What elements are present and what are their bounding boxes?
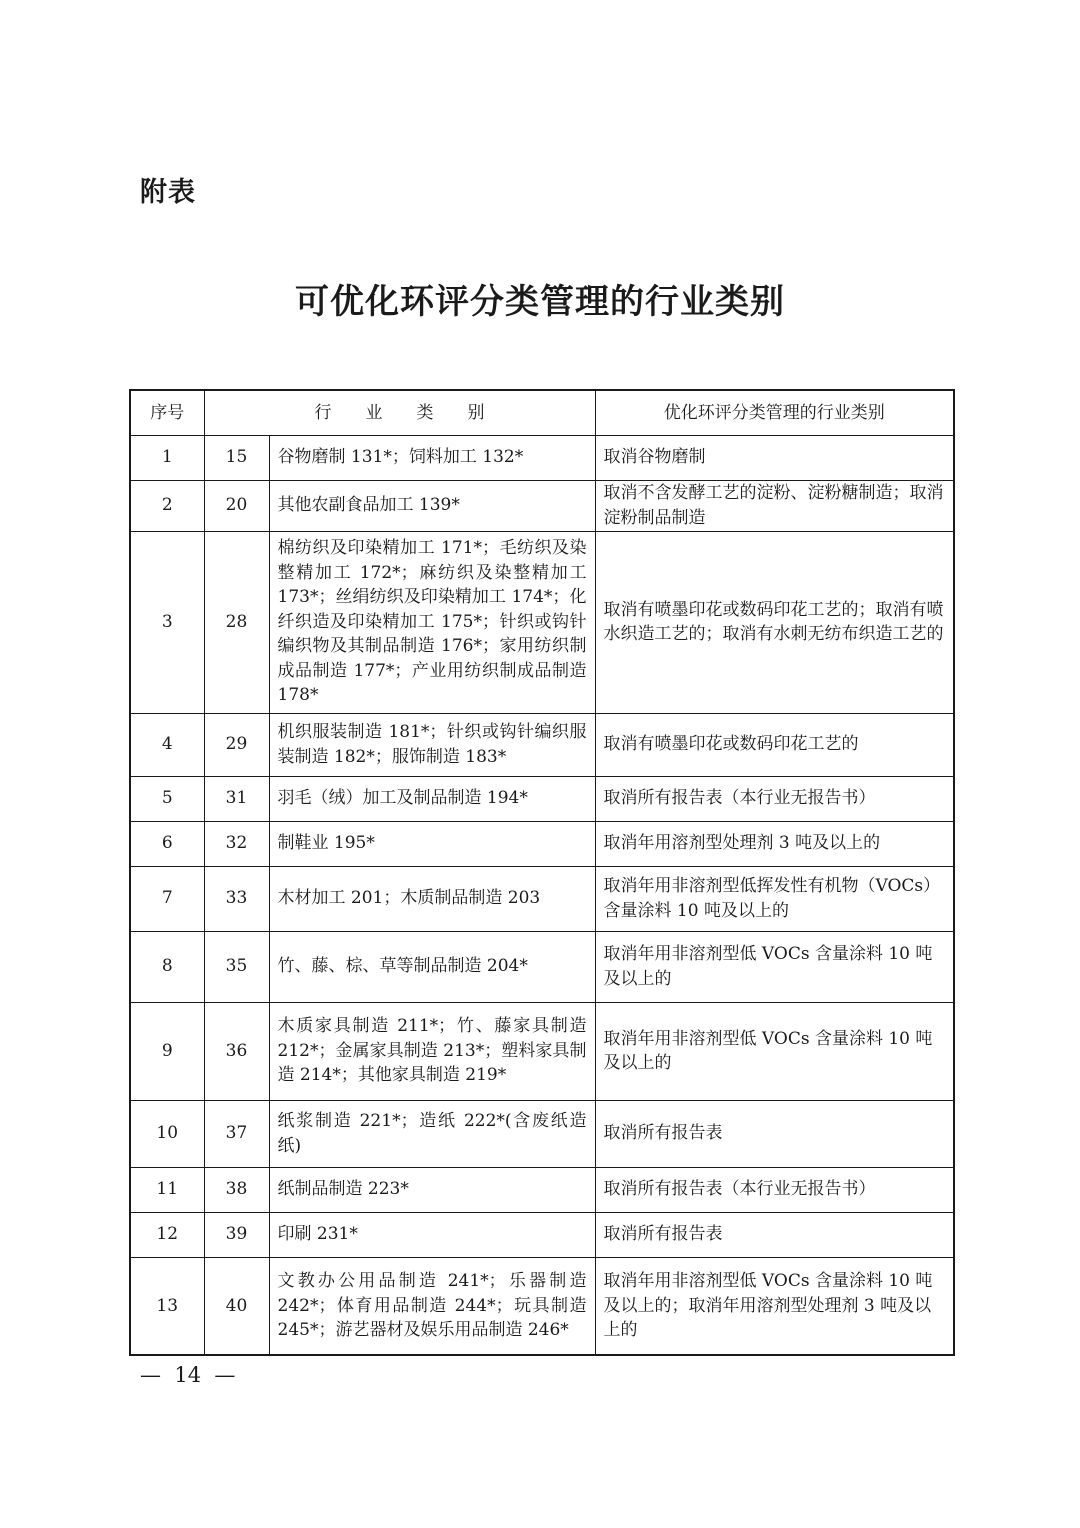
table-row xyxy=(130,1002,954,1100)
row-optimization-cell: 取消有喷墨印花或数码印花工艺的；取消有喷水织造工艺的；取消有水刺无纺布织造工艺的 xyxy=(595,531,954,713)
row-seq-cell: 10 xyxy=(130,1100,204,1167)
row-industry-cell: 羽毛（绒）加工及制品制造 194* xyxy=(269,776,595,821)
row-seq-cell: 4 xyxy=(130,713,204,776)
header-seq: 序号 xyxy=(130,390,204,435)
row-code-cell: 20 xyxy=(204,480,269,531)
row-optimization-cell: 取消谷物磨制 xyxy=(595,435,954,480)
row-seq-cell: 1 xyxy=(130,435,204,480)
header-optimization: 优化环评分类管理的行业类别 xyxy=(595,390,954,435)
table-row xyxy=(130,776,954,821)
document-title: 可优化环评分类管理的行业类别 xyxy=(295,282,785,322)
table-row xyxy=(130,713,954,776)
row-code-cell: 39 xyxy=(204,1212,269,1257)
row-code-cell: 15 xyxy=(204,435,269,480)
row-code-cell: 28 xyxy=(204,531,269,713)
table-row xyxy=(130,531,954,713)
row-industry-cell: 纸制品制造 223* xyxy=(269,1167,595,1212)
row-industry-cell: 棉纺织及印染精加工 171*；毛纺织及染整精加工 172*；麻纺织及染整精加工 173*；丝绢纺织及印染精加工 174*；化纤织造及印染精加工 175*；针织或钩针编织物及其制品制造 176*；家用纺织制成品制造 177*；产业用纺织制成品制造 178* xyxy=(269,531,595,713)
table-row xyxy=(130,480,954,531)
row-optimization-cell: 取消所有报告表 xyxy=(595,1100,954,1167)
table-row xyxy=(130,866,954,931)
table-header-row xyxy=(130,390,954,435)
row-code-cell: 35 xyxy=(204,931,269,1002)
table-body xyxy=(130,435,954,1355)
row-optimization-cell: 取消年用非溶剂型低 VOCs 含量涂料 10 吨及以上的；取消年用溶剂型处理剂 3 吨及以上的 xyxy=(595,1257,954,1355)
appendix-label: 附表 xyxy=(140,177,196,208)
row-industry-cell: 机织服装制造 181*；针织或钩针编织服装制造 182*；服饰制造 183* xyxy=(269,713,595,776)
row-seq-cell: 9 xyxy=(130,1002,204,1100)
table-row xyxy=(130,1212,954,1257)
industry-table xyxy=(129,389,955,1356)
row-code-cell: 33 xyxy=(204,866,269,931)
row-optimization-cell: 取消所有报告表（本行业无报告书） xyxy=(595,776,954,821)
row-seq-cell: 13 xyxy=(130,1257,204,1355)
row-seq-cell: 2 xyxy=(130,480,204,531)
table-row xyxy=(130,931,954,1002)
row-industry-cell: 纸浆制造 221*；造纸 222*(含废纸造纸) xyxy=(269,1100,595,1167)
table-row xyxy=(130,1257,954,1355)
table-row xyxy=(130,1167,954,1212)
row-seq-cell: 11 xyxy=(130,1167,204,1212)
row-industry-cell: 其他农副食品加工 139* xyxy=(269,480,595,531)
row-optimization-cell: 取消不含发酵工艺的淀粉、淀粉糖制造；取消淀粉制品制造 xyxy=(595,480,954,531)
row-seq-cell: 12 xyxy=(130,1212,204,1257)
row-optimization-cell: 取消年用非溶剂型低挥发性有机物（VOCs）含量涂料 10 吨及以上的 xyxy=(595,866,954,931)
row-optimization-cell: 取消年用非溶剂型低 VOCs 含量涂料 10 吨及以上的 xyxy=(595,1002,954,1100)
row-seq-cell: 8 xyxy=(130,931,204,1002)
row-optimization-cell: 取消有喷墨印花或数码印花工艺的 xyxy=(595,713,954,776)
row-industry-cell: 谷物磨制 131*；饲料加工 132* xyxy=(269,435,595,480)
row-industry-cell: 印刷 231* xyxy=(269,1212,595,1257)
row-seq-cell: 7 xyxy=(130,866,204,931)
row-optimization-cell: 取消年用非溶剂型低 VOCs 含量涂料 10 吨及以上的 xyxy=(595,931,954,1002)
row-optimization-cell: 取消所有报告表 xyxy=(595,1212,954,1257)
row-industry-cell: 竹、藤、棕、草等制品制造 204* xyxy=(269,931,595,1002)
row-optimization-cell: 取消年用溶剂型处理剂 3 吨及以上的 xyxy=(595,821,954,866)
row-seq-cell: 3 xyxy=(130,531,204,713)
table-row xyxy=(130,1100,954,1167)
row-industry-cell: 木材加工 201；木质制品制造 203 xyxy=(269,866,595,931)
page-number: — 14 — xyxy=(140,1363,236,1387)
row-optimization-cell: 取消所有报告表（本行业无报告书） xyxy=(595,1167,954,1212)
header-industry: 行 业 类 别 xyxy=(204,390,595,435)
row-seq-cell: 5 xyxy=(130,776,204,821)
row-code-cell: 40 xyxy=(204,1257,269,1355)
row-industry-cell: 文教办公用品制造 241*；乐器制造 242*；体育用品制造 244*；玩具制造 245*；游艺器材及娱乐用品制造 246* xyxy=(269,1257,595,1355)
row-code-cell: 36 xyxy=(204,1002,269,1100)
row-seq-cell: 6 xyxy=(130,821,204,866)
row-industry-cell: 制鞋业 195* xyxy=(269,821,595,866)
row-code-cell: 32 xyxy=(204,821,269,866)
table-row xyxy=(130,821,954,866)
row-industry-cell: 木质家具制造 211*；竹、藤家具制造 212*；金属家具制造 213*；塑料家具制造 214*；其他家具制造 219* xyxy=(269,1002,595,1100)
row-code-cell: 37 xyxy=(204,1100,269,1167)
table-row xyxy=(130,435,954,480)
row-code-cell: 38 xyxy=(204,1167,269,1212)
row-code-cell: 31 xyxy=(204,776,269,821)
row-code-cell: 29 xyxy=(204,713,269,776)
